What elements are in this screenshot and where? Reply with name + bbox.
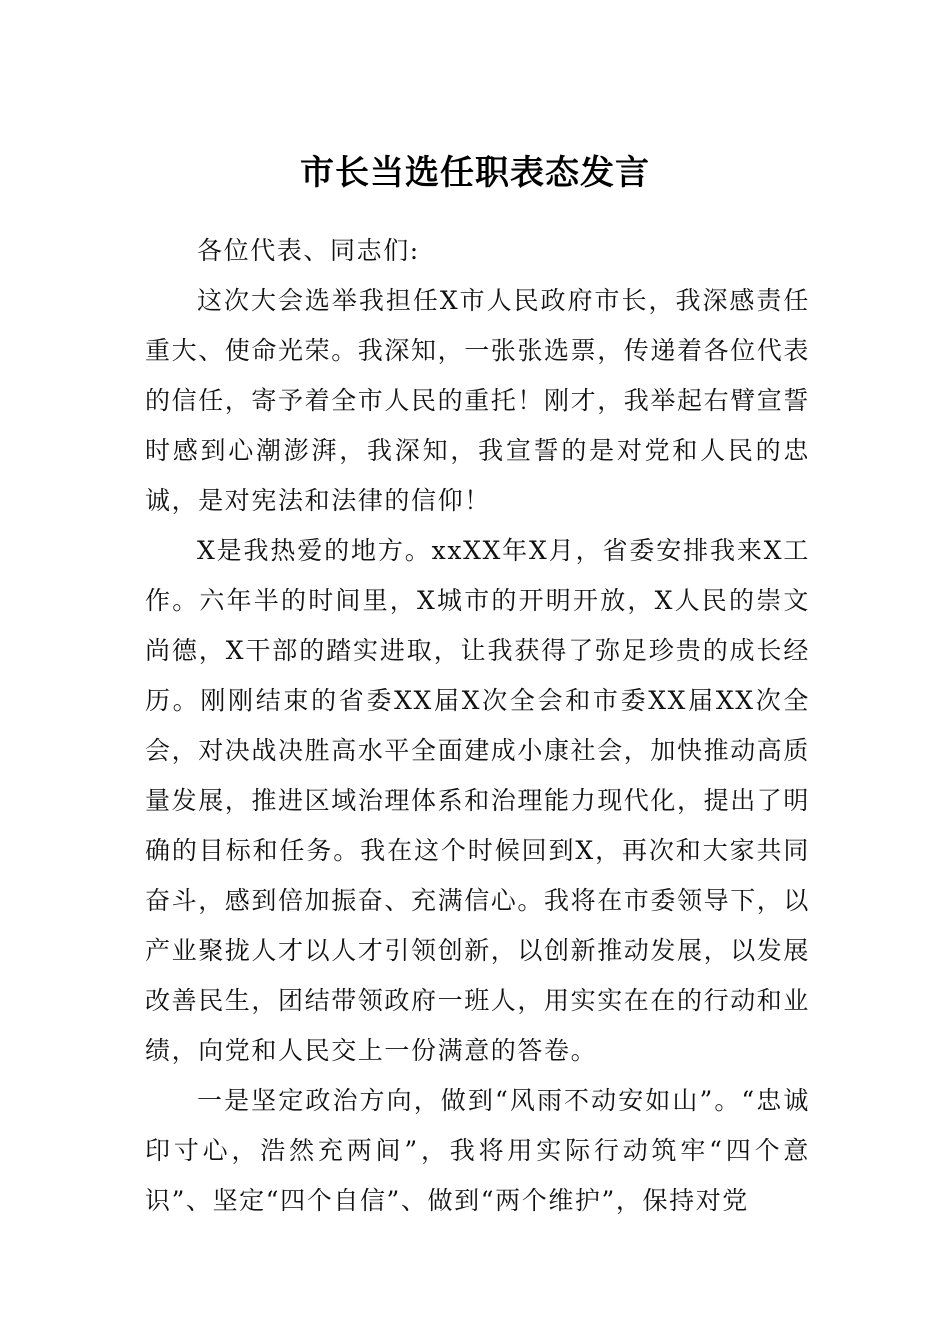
paragraph: X是我热爱的地方。xxXX年X月，省委安排我来X工作。六年半的时间里，X城市的开明开放，X人民的崇文尚德，X干部的踏实进取，让我获得了弥足珍贵的成长经历。刚刚结束的省委XX届X次全会和市委XX届XX次全会，对决战决胜高水平全面建成小康社会，加快推动高质量发展，推进区域治理体系和治理能力现代化，提出了明确的目标和任务。我在这个时候回到X，再次和大家共同奋斗，感到倍加振奋、充满信心。我将在市委领导下，以产业聚拢人才以人才引领创新，以创新推动发展，以发展改善民生，团结带领政府一班人，用实实在在的行动和业绩，向党和人民交上一份满意的答卷。 — [145, 536, 811, 1065]
paragraph: 这次大会选举我担任X市人民政府市长，我深感责任重大、使命光荣。我深知，一张张选票，传递着各位代表的信任，寄予着全市人民的重托！刚才，我举起右臂宣誓时感到心潮澎湃，我深知，我宣誓的是对党和人民的忠诚，是对宪法和法律的信仰！ — [145, 286, 811, 515]
salutation: 各位代表、同志们: — [197, 236, 420, 265]
document-body — [145, 226, 810, 1226]
paragraph: 一是坚定政治方向，做到“风雨不动安如山”。“忠诚印寸心，浩然充两间”，我将用实际行动筑牢“四个意识”、坚定“四个自信”、做到“两个维护”，保持对党 — [145, 1086, 810, 1215]
document-title: 市长当选任职表态发言 — [300, 153, 650, 193]
